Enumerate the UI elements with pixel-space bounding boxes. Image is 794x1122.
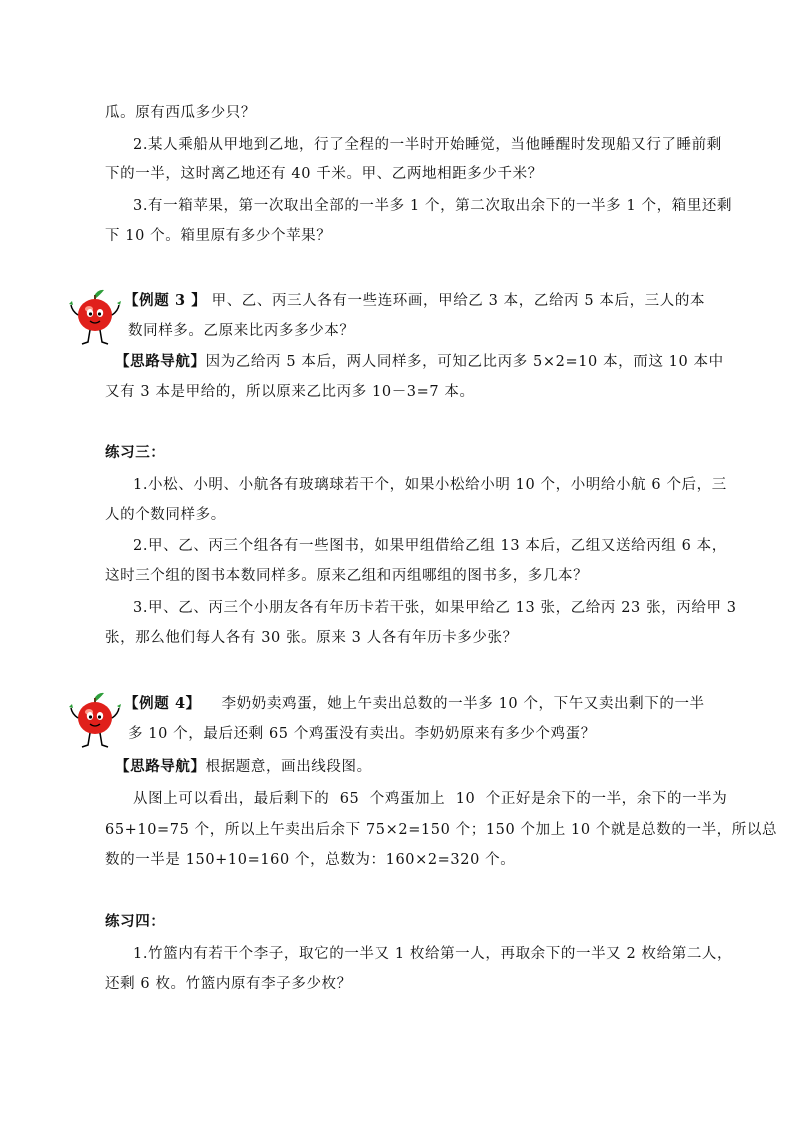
example-3-text-1: 甲、乙、丙三人各有一些连环画，甲给乙 3 本，乙给丙 5 本后，三人的本	[206, 293, 706, 309]
example-4-hint-text-1: 根据题意，画出线段图。	[205, 759, 372, 775]
example-4-hint-line-2: 从图上可以看出，最后剩下的 65 个鸡蛋加上 10 个正好是余下的一半，余下的一半为	[133, 791, 728, 807]
practice-4-heading: 练习四：	[105, 914, 166, 930]
example-4-line-2: 多 10 个，最后还剩 65 个鸡蛋没有卖出。李奶奶原来有多少个鸡蛋？	[128, 726, 596, 742]
example-4-label: 【例题 4】	[124, 695, 201, 712]
question-3-line-2: 下 10 个。箱里原有多少个苹果？	[105, 228, 332, 244]
example-4-line-1	[124, 694, 744, 714]
example-3-hint-text-1: 因为乙给丙 5 本后，两人同样多，可知乙比丙多 5×2=10 本，而这 10 本中	[205, 354, 724, 370]
question-3-line-1: 3.有一箱苹果，第一次取出全部的一半多 1 个，第二次取出余下的一半多 1 个，箱里还剩	[133, 198, 733, 214]
practice-3-q3-line-2: 张，那么他们每人各有 30 张。原来 3 人各有年历卡多少张？	[105, 630, 518, 646]
example-4-text-1: 李奶奶卖鸡蛋，她上午卖出总数的一半多 10 个，下午又卖出剩下的一半	[200, 696, 705, 712]
example-4-hint-label: 【思路导航】	[115, 758, 206, 775]
practice-3-q1-line-2: 人的个数同样多。	[105, 507, 226, 523]
practice-4-q1-line-2: 还剩 6 枚。竹篮内原有李子多少枚？	[105, 976, 352, 992]
practice-4-q1-line-1: 1.竹篮内有若干个李子，取它的一半又 1 枚给第一人，再取余下的一半又 2 枚给第二人，	[133, 946, 733, 962]
apple-mascot-icon	[68, 690, 122, 752]
example-3-hint-label: 【思路导航】	[115, 353, 206, 370]
question-2-line-1: 2.某人乘船从甲地到乙地，行了全程的一半时开始睡觉，当他睡醒时发现船又行了睡前剩	[133, 137, 722, 153]
example-3-label: 【例题 3 】	[124, 292, 207, 309]
apple-mascot-icon	[68, 287, 122, 349]
practice-3-q2-line-2: 这时三个组的图书本数同样多。原来乙组和丙组哪组的图书多，多几本？	[105, 568, 589, 584]
example-4-hint-line-4: 数的一半是 150+10=160 个，总数为：160×2=320 个。	[105, 852, 516, 868]
example-3-hint-line-2: 又有 3 本是甲给的，所以原来乙比丙多 10－3=7 本。	[105, 384, 475, 400]
question-2-line-2: 下的一半，这时离乙地还有 40 千米。甲、乙两地相距多少千米？	[105, 166, 543, 182]
example-3-line-1	[124, 291, 744, 311]
practice-3-q1-line-1: 1.小松、小明、小航各有玻璃球若干个，如果小松给小明 10 个，小明给小航 6 个后，三	[133, 477, 727, 493]
example-3-hint-line-1	[115, 352, 735, 372]
example-4-hint-line-3: 65+10=75 个，所以上午卖出后余下 75×2=150 个；150 个加上 10 个就是总数的一半，所以总	[105, 822, 778, 838]
example-4-hint-line-1	[115, 757, 735, 777]
practice-3-heading: 练习三：	[105, 445, 166, 461]
practice-3-q2-line-1: 2.甲、乙、丙三个组各有一些图书，如果甲组借给乙组 13 本后，乙组又送给丙组 6 本，	[133, 538, 727, 554]
example-3-line-2: 数同样多。乙原来比丙多多少本？	[128, 323, 355, 339]
paragraph-continuation: 瓜。原有西瓜多少只？	[105, 105, 256, 121]
practice-3-q3-line-1: 3.甲、乙、丙三个小朋友各有年历卡若干张，如果甲给乙 13 张，乙给丙 23 张，丙给甲 3	[133, 600, 737, 616]
